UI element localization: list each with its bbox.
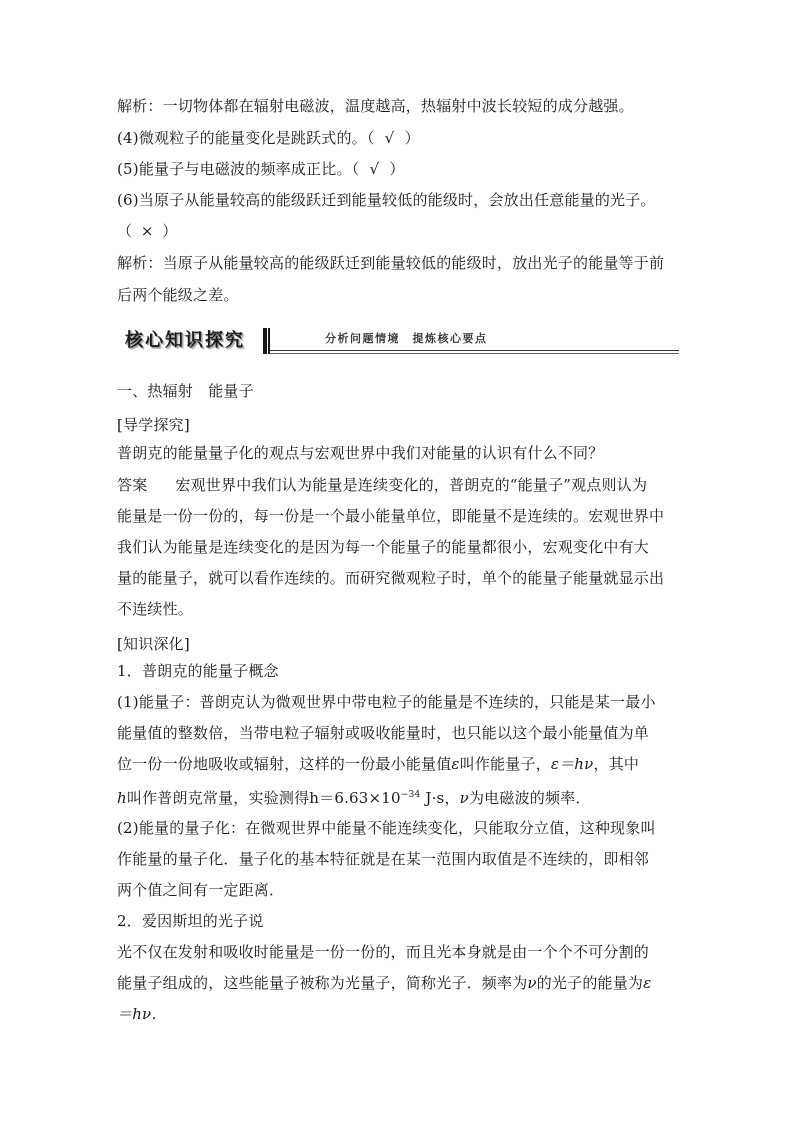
- banner-rule: [270, 353, 679, 354]
- nu-symbol: ν: [459, 789, 469, 807]
- statement-5-close: ）: [389, 160, 405, 178]
- planck-constant-value: h＝6.63×10: [309, 789, 401, 807]
- unit: J·s，: [420, 789, 460, 807]
- section-2-line-1: 光不仅在发射和吸收时能量是一份一份的，而且光本身就是由一个个不可分割的: [117, 943, 650, 961]
- text-run: 为电磁波的频率．: [468, 789, 591, 807]
- point-1-line-2: 能量值的整数倍，当带电粒子辐射或吸收能量时，也只能以这个最小能量值为单: [117, 724, 650, 742]
- statement-4: [117, 128, 682, 148]
- statement-6-answer: [117, 221, 682, 241]
- statement-6-open: （: [117, 222, 133, 240]
- point-1-line-3: [117, 754, 682, 774]
- text-run: 位一份一份地吸收或辐射，这样的一份最小能量值: [117, 755, 452, 773]
- point-2-line-2: 作能量的量子化．量子化的基本特征就是在某一范围内取值是不连续的，即相邻: [117, 850, 650, 868]
- section-2-title: 2．爱因斯坦的光子说: [117, 912, 264, 930]
- point-1-line-4: [117, 785, 682, 808]
- banner-title: 核心知识探究: [125, 330, 245, 351]
- guide-label: [导学探究]: [117, 416, 190, 434]
- banner-divider: [263, 328, 267, 354]
- text-run: 叫作能量子，: [459, 755, 551, 773]
- statement-5: [117, 159, 682, 179]
- answer-label: 答案: [117, 476, 148, 494]
- answer-line-2: 能量是一份一份的，每一份是一个最小能量单位，即能量不是连续的。宏观世界中: [117, 507, 665, 525]
- text-run: 叫作普朗克常量，实验测得: [126, 789, 310, 807]
- epsilon-symbol: ε: [451, 755, 460, 773]
- analysis-line-2: 解析：当原子从能量较高的能级跃迁到能量较低的能级时，放出光子的能量等于前: [117, 254, 665, 272]
- statement-6: (6)当原子从能量较高的能级跃迁到能量较低的能级时，会放出任意能量的光子。: [117, 191, 656, 209]
- deepening-label: [知识深化]: [117, 635, 190, 653]
- answer-text: 宏观世界中我们认为能量是连续变化的，普朗克的“能量子”观点则认为: [175, 476, 648, 494]
- point-1-title: 1．普朗克的能量子概念: [117, 662, 279, 680]
- answer-line-5: 不连续性。: [117, 600, 194, 618]
- guide-question: 普朗克的能量量子化的观点与宏观世界中我们对能量的认识有什么不同？: [117, 444, 604, 462]
- nu-symbol: ν: [527, 974, 537, 992]
- banner-subtitle: 分析问题情境 提炼核心要点: [325, 332, 488, 345]
- statement-4-text: (4)微观粒子的能量变化是跳跃式的。（: [117, 129, 375, 147]
- section-banner: [117, 328, 679, 354]
- point-2-line-1: (2)能量的量子化：在微观世界中能量不能连续变化，只能取分立值，这种现象叫: [117, 819, 656, 837]
- section-2-line-2: [117, 973, 682, 993]
- banner-rule: [270, 350, 679, 351]
- point-1-line-1: (1)能量子：普朗克认为微观世界中带电粒子的能量是不连续的，只能是某一最小: [117, 693, 656, 711]
- exponent: −34: [400, 790, 421, 800]
- text-run: 能量子组成的，这些能量子被称为光量子，简称光子．频率为: [117, 974, 528, 992]
- answer-line-4: 量的能量子，就可以看作连续的。而研究微观粒子时，单个的能量子能量就显示出: [117, 569, 665, 587]
- statement-4-close: ）: [404, 129, 420, 147]
- section-heading: 一、热辐射 能量子: [117, 382, 254, 400]
- analysis-line-3: 后两个能级之差。: [117, 286, 239, 304]
- h-symbol: h: [117, 789, 127, 807]
- answer-line-3: 我们认为能量是连续变化的是因为每一个能量子的能量都很小，宏观变化中有大: [117, 538, 650, 556]
- cross-mark-icon: ×: [140, 222, 154, 240]
- statement-5-text: (5)能量子与电磁波的频率成正比。（: [117, 160, 360, 178]
- check-mark-icon: √: [384, 129, 395, 147]
- answer-line-1: [117, 475, 682, 495]
- analysis-line-1: 解析：一切物体都在辐射电磁波，温度越高，热辐射中波长较短的成分越强。: [117, 97, 634, 115]
- text-run: 的光子的能量为: [536, 974, 644, 992]
- epsilon-symbol: ε: [643, 974, 652, 992]
- point-2-line-3: 两个值之间有一定距离．: [117, 881, 285, 899]
- planck-relation: ε＝hν: [550, 755, 594, 773]
- statement-6-close: ）: [162, 222, 178, 240]
- check-mark-icon: √: [369, 160, 380, 178]
- text-run: ，其中: [593, 755, 640, 773]
- section-2-line-3: ＝hν．: [117, 1005, 167, 1023]
